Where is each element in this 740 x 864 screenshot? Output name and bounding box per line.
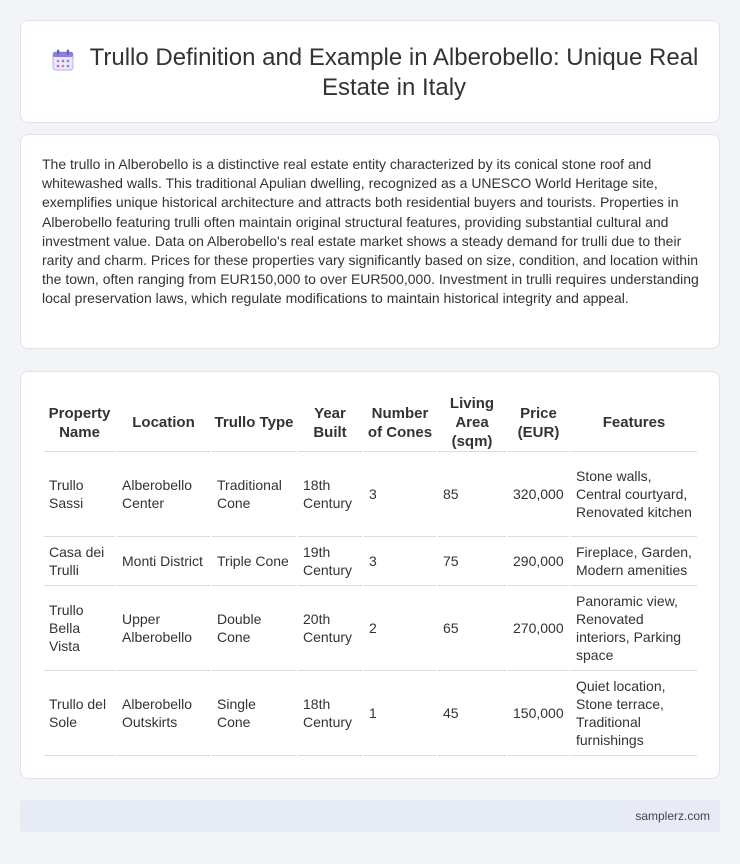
calendar-icon	[51, 48, 75, 72]
cell-location: Alberobello Center	[117, 452, 210, 537]
header-location: Location	[117, 394, 210, 452]
cell-price: 270,000	[508, 586, 569, 671]
header-features: Features	[571, 394, 697, 452]
cell-number-of-cones: 3	[364, 452, 436, 537]
cell-number-of-cones: 2	[364, 586, 436, 671]
cell-location: Monti District	[117, 537, 210, 586]
cell-number-of-cones: 3	[364, 537, 436, 586]
header-property-name: Property Name	[44, 394, 115, 452]
cell-living-area: 85	[438, 452, 506, 537]
cell-year-built: 19th Century	[298, 537, 362, 586]
footer-site-link[interactable]: samplerz.com	[635, 809, 710, 823]
cell-living-area: 75	[438, 537, 506, 586]
header-number-of-cones: Number of Cones	[364, 394, 436, 452]
page-title: Trullo Definition and Example in Alberobello: Unique Real Estate in Italy	[89, 44, 699, 101]
cell-location: Alberobello Outskirts	[117, 671, 210, 756]
cell-year-built: 18th Century	[298, 452, 362, 537]
table-row	[44, 586, 697, 671]
header-trullo-type: Trullo Type	[212, 394, 296, 452]
cell-price: 150,000	[508, 671, 569, 756]
cell-property-name: Trullo del Sole	[44, 671, 115, 756]
cell-trullo-type: Single Cone	[212, 671, 296, 756]
cell-features: Quiet location, Stone terrace, Traditional furnishings	[571, 671, 697, 756]
cell-trullo-type: Traditional Cone	[212, 452, 296, 537]
cell-trullo-type: Double Cone	[212, 586, 296, 671]
cell-features: Stone walls, Central courtyard, Renovated kitchen	[571, 452, 697, 537]
cell-location: Upper Alberobello	[117, 586, 210, 671]
cell-year-built: 18th Century	[298, 671, 362, 756]
cell-property-name: Trullo Sassi	[44, 452, 115, 537]
cell-price: 320,000	[508, 452, 569, 537]
property-table	[42, 394, 699, 756]
cell-property-name: Casa dei Trulli	[44, 537, 115, 586]
table-row	[44, 537, 697, 586]
cell-features: Fireplace, Garden, Modern amenities	[571, 537, 697, 586]
title-card	[20, 20, 720, 123]
header-living-area: Living Area (sqm)	[438, 394, 506, 452]
cell-year-built: 20th Century	[298, 586, 362, 671]
table-row	[44, 452, 697, 537]
cell-property-name: Trullo Bella Vista	[44, 586, 115, 671]
cell-living-area: 65	[438, 586, 506, 671]
cell-price: 290,000	[508, 537, 569, 586]
footer-bar	[20, 800, 720, 832]
description-text: The trullo in Alberobello is a distinctive real estate entity characterized by its conical stone roof and whitewashed walls. This traditional Apulian dwelling, recognized as a UNESCO World Heritage site, exemplifies unique historical architecture and attracts both residential buyers and tourists. Properties in Alberobello featuring trulli often maintain original structural features, providing substantial cultural and investment value. Data on Alberobello's real estate market shows a steady demand for trulli due to their rarity and charm. Prices for these properties vary significantly based on size, condition, and location within the town, often ranging from EUR150,000 to over EUR500,000. Investment in trulli requires understanding local preservation laws, which regulate modifications to maintain historical integrity and appeal.	[42, 156, 699, 307]
table-row	[44, 671, 697, 756]
header-year-built: Year Built	[298, 394, 362, 452]
cell-features: Panoramic view, Renovated interiors, Parking space	[571, 586, 697, 671]
cell-trullo-type: Triple Cone	[212, 537, 296, 586]
table-header-row	[44, 394, 697, 452]
header-price: Price (EUR)	[508, 394, 569, 452]
description-card	[20, 134, 720, 349]
table-card	[20, 371, 720, 779]
cell-number-of-cones: 1	[364, 671, 436, 756]
cell-living-area: 45	[438, 671, 506, 756]
